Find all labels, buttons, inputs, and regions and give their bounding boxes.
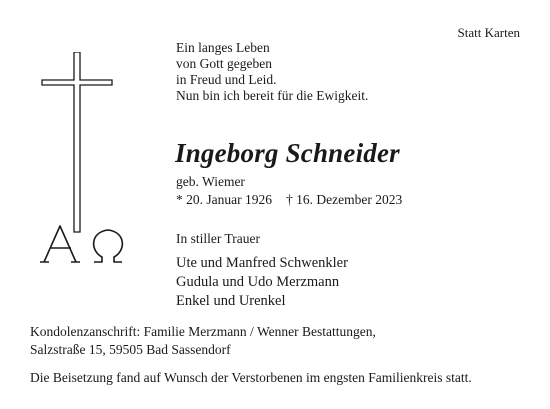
death-date: † 16. Dezember 2023 <box>285 192 403 207</box>
condolence-line: Kondolenzanschrift: Familie Merzmann / Wenner Bestattungen, <box>30 324 376 339</box>
funeral-note: Die Beisetzung fand auf Wunsch der Verstorbenen im engsten Familienkreis statt. <box>30 370 472 385</box>
poem-line: von Gott gegeben <box>176 56 272 71</box>
birth-name: geb. Wiemer <box>176 174 245 189</box>
mourner: Ute und Manfred Schwenkler <box>176 255 348 271</box>
condolence-address <box>30 323 376 359</box>
mourning-intro: In stiller Trauer <box>176 231 260 246</box>
cross-alpha-omega-icon <box>38 52 138 282</box>
mourner: Gudula und Udo Merzmann <box>176 274 340 290</box>
mourner: Enkel und Urenkel <box>176 293 286 309</box>
mourners-list <box>176 254 348 311</box>
poem-line: in Freud und Leid. <box>176 72 277 87</box>
life-dates <box>176 192 402 208</box>
poem-line: Nun bin ich bereit für die Ewigkeit. <box>176 88 369 103</box>
birth-date: * 20. Januar 1926 <box>176 192 272 207</box>
header-note: Statt Karten <box>457 25 520 40</box>
condolence-line: Salzstraße 15, 59505 Bad Sassendorf <box>30 342 231 357</box>
poem-line: Ein langes Leben <box>176 40 270 55</box>
deceased-name: Ingeborg Schneider <box>175 138 400 168</box>
poem <box>176 40 368 104</box>
